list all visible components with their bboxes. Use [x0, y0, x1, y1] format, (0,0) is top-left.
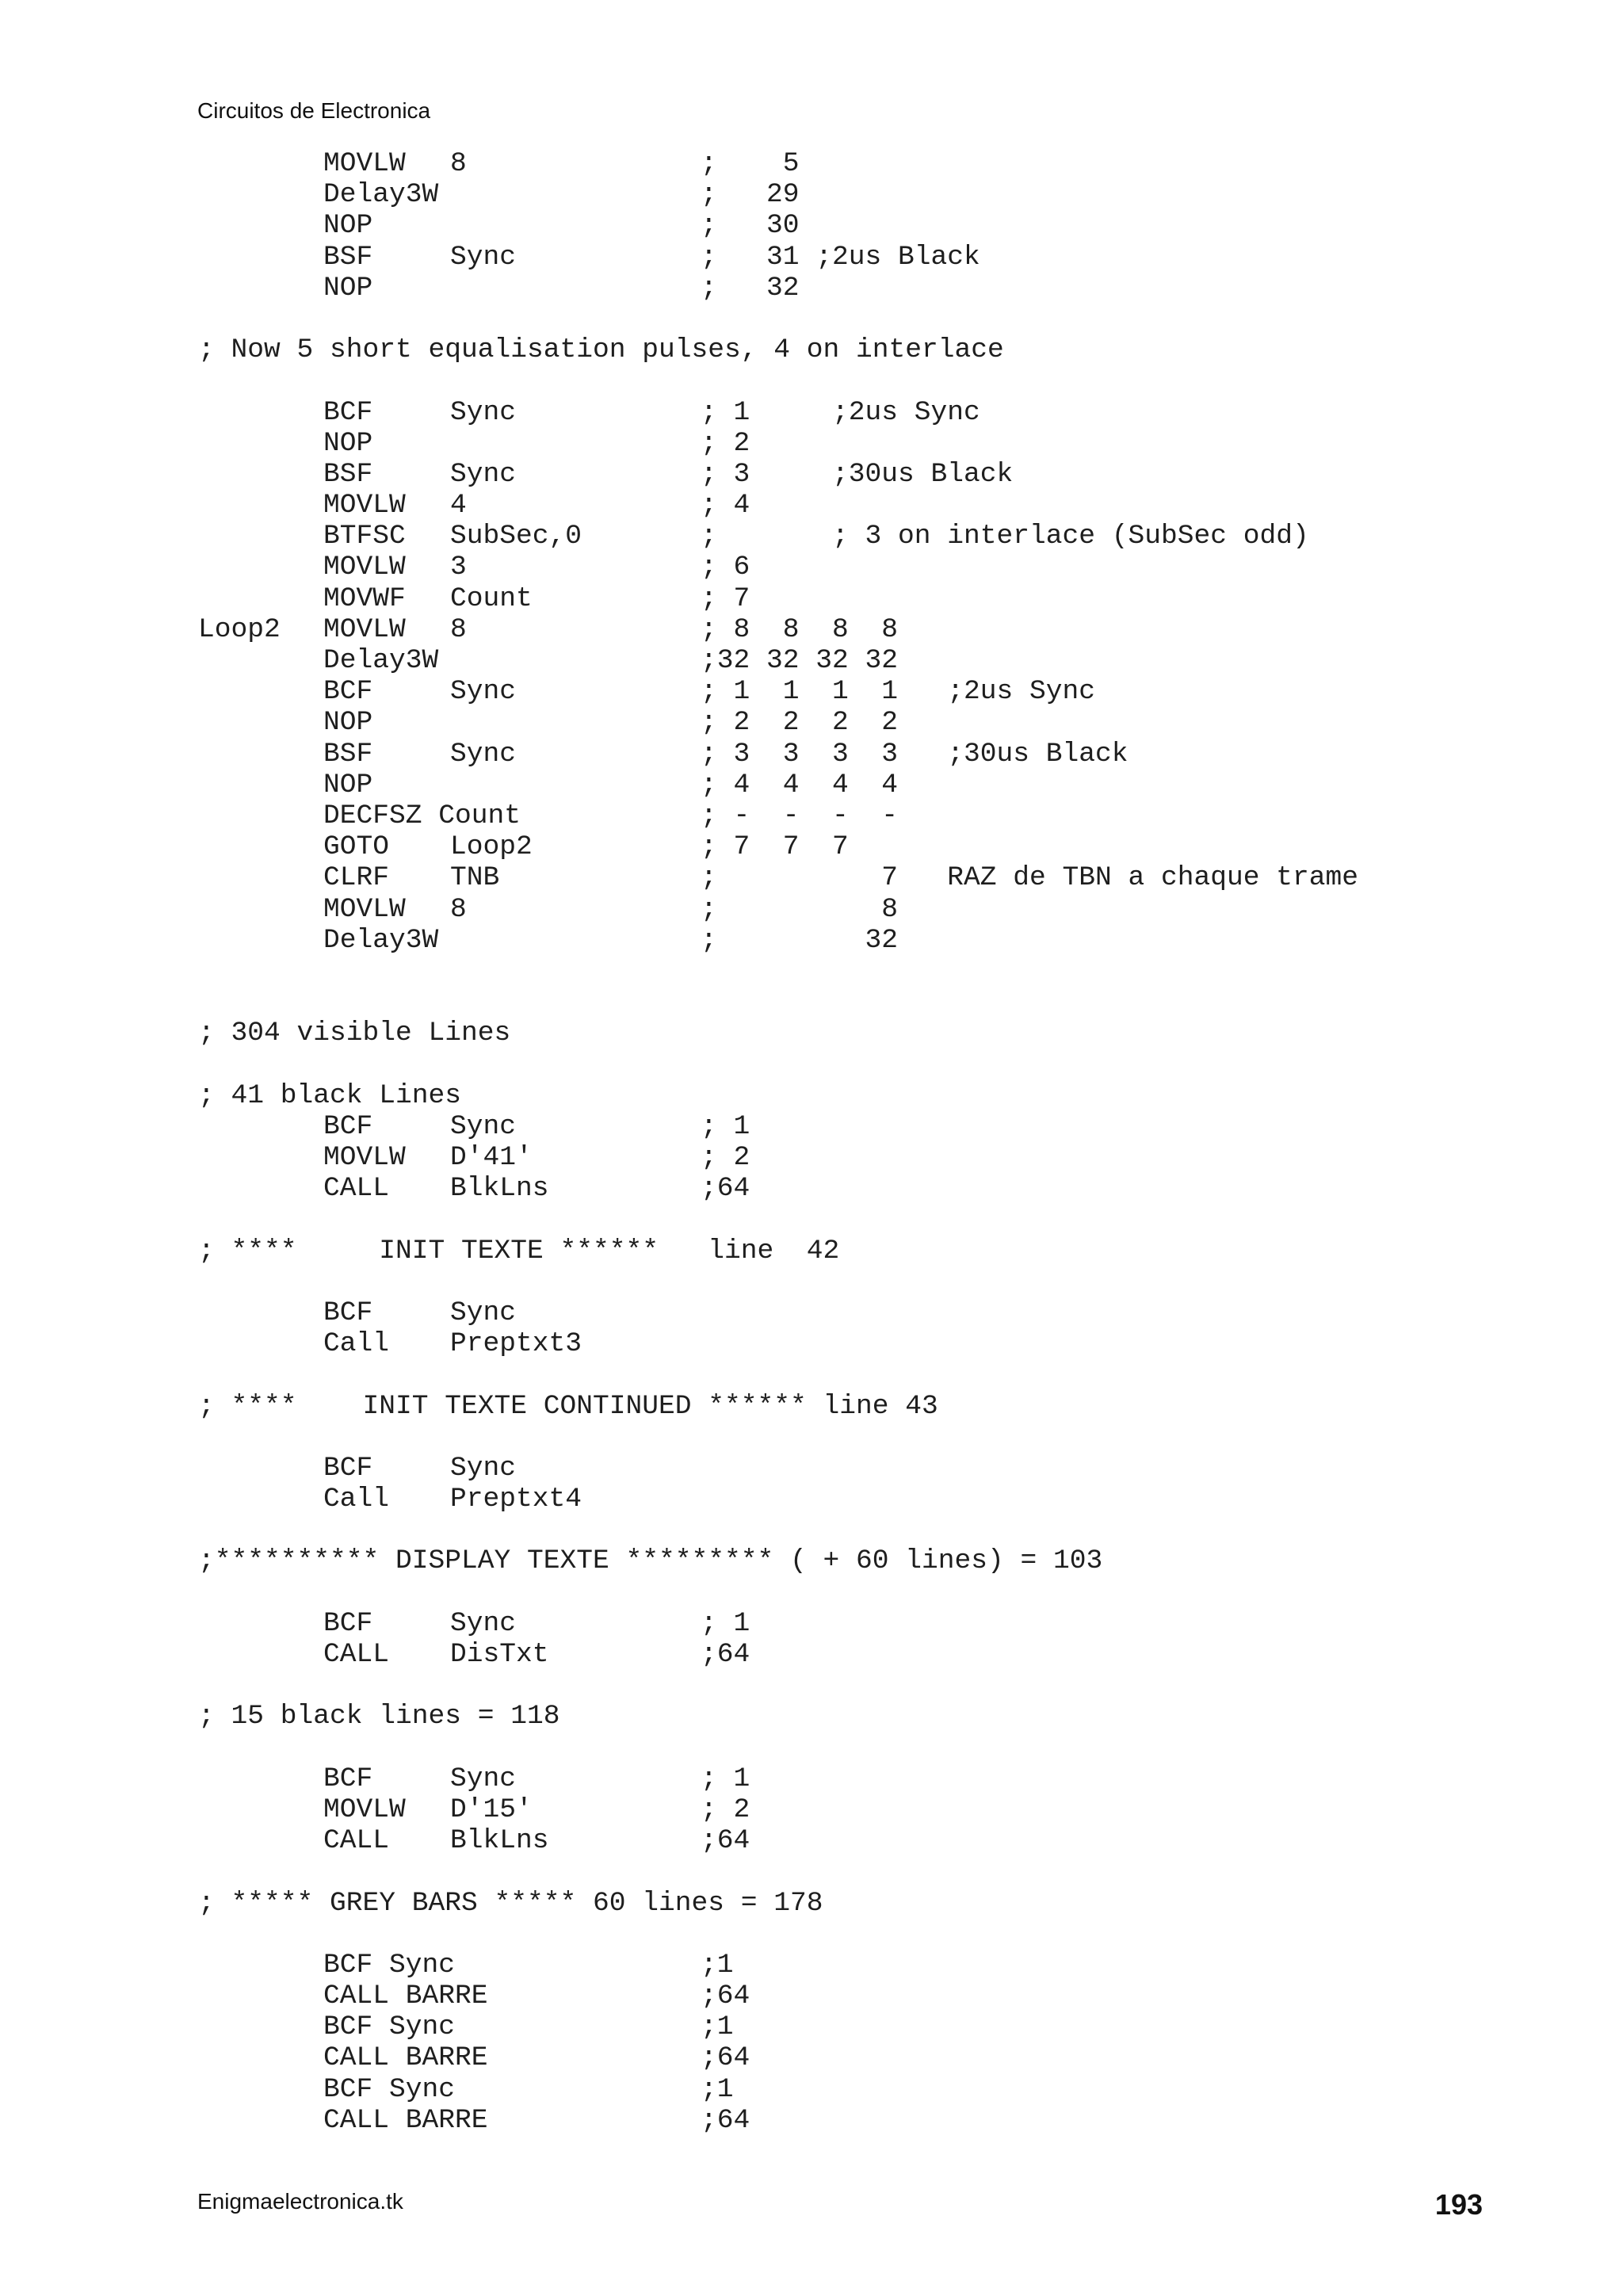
- code-opcode: BCF Sync: [323, 1949, 456, 1981]
- code-line: [198, 521, 1545, 552]
- code-opcode: MOVLW: [323, 490, 406, 521]
- code-line: [198, 1794, 1545, 1825]
- comment-line: [198, 334, 1545, 365]
- code-operand: Sync: [450, 1297, 517, 1328]
- blank-line: [198, 987, 1545, 1018]
- code-operand: 8: [450, 148, 467, 179]
- code-line: [198, 800, 1545, 831]
- comment-text: ; 304 visible Lines: [198, 1018, 511, 1049]
- code-cycle-comment: ;1: [701, 2073, 734, 2105]
- code-operand: Sync: [450, 676, 517, 708]
- code-line: [198, 242, 1545, 273]
- code-cycle-comment: ; 3 3 3 3 ;30us Black: [701, 738, 1128, 770]
- code-line: [198, 148, 1545, 179]
- code-operand: Sync: [450, 1763, 517, 1794]
- code-line: [198, 397, 1545, 428]
- code-opcode: CALL BARRE: [323, 1981, 488, 2012]
- blank-line: [198, 1856, 1545, 1887]
- blank-line: [198, 1204, 1545, 1235]
- code-operand: SubSec,0: [450, 521, 582, 552]
- code-opcode: BCF: [323, 1452, 373, 1484]
- code-cycle-comment: ;32 32 32 32: [701, 645, 899, 676]
- code-operand: Sync: [450, 738, 517, 770]
- blank-line: [198, 956, 1545, 987]
- code-cycle-comment: ; 30: [701, 210, 800, 242]
- code-opcode: Call: [323, 1484, 390, 1515]
- comment-line: [198, 1701, 1545, 1732]
- code-line: [198, 459, 1545, 490]
- code-opcode: BSF: [323, 241, 373, 273]
- code-operand: Preptxt4: [450, 1484, 582, 1515]
- code-line: [198, 273, 1545, 304]
- comment-line: [198, 1888, 1545, 1919]
- code-operand: BlkLns: [450, 1173, 549, 1205]
- code-opcode: MOVLW: [323, 148, 406, 179]
- blank-line: [198, 1670, 1545, 1701]
- code-cycle-comment: ; 4: [701, 490, 750, 521]
- code-cycle-comment: ; 7 7 7: [701, 831, 849, 863]
- code-line: [198, 210, 1545, 241]
- code-cycle-comment: ;1: [701, 1949, 734, 1981]
- code-cycle-comment: ; 3 ;30us Black: [701, 458, 1014, 490]
- code-opcode: BCF: [323, 1607, 373, 1639]
- code-operand: Preptxt3: [450, 1328, 582, 1360]
- code-operand: Sync: [450, 241, 517, 273]
- comment-line: [198, 1391, 1545, 1422]
- code-opcode: BCF: [323, 1110, 373, 1142]
- code-cycle-comment: ; 2: [701, 1794, 750, 1825]
- code-line: [198, 179, 1545, 210]
- code-line: [198, 739, 1545, 770]
- code-line: [198, 1297, 1545, 1328]
- page-number: 193: [1434, 2188, 1483, 2221]
- code-line: [198, 1608, 1545, 1639]
- code-cycle-comment: ;64: [701, 2104, 750, 2136]
- code-cycle-comment: ; 2 2 2 2: [701, 707, 899, 739]
- code-cycle-comment: ; 32: [701, 924, 899, 956]
- code-cycle-comment: ; 8 8 8 8: [701, 613, 899, 645]
- code-cycle-comment: ;64: [701, 1981, 750, 2012]
- code-opcode: CALL: [323, 1825, 390, 1857]
- code-operand: DisTxt: [450, 1639, 549, 1670]
- code-line: [198, 1173, 1545, 1204]
- code-line: [198, 2074, 1545, 2105]
- blank-line: [198, 1919, 1545, 1950]
- code-opcode: CALL BARRE: [323, 2104, 488, 2136]
- code-operand: 3: [450, 552, 467, 583]
- code-line: [198, 862, 1545, 893]
- code-operand: D'15': [450, 1794, 533, 1825]
- code-cycle-comment: ;1: [701, 2011, 734, 2043]
- code-opcode: MOVWF: [323, 583, 406, 614]
- comment-text: ;********** DISPLAY TEXTE ********* ( + 60 lines) = 103: [198, 1545, 1103, 1577]
- code-operand: Sync: [450, 1452, 517, 1484]
- code-opcode: Call: [323, 1328, 390, 1360]
- comment-text: ; **** INIT TEXTE ****** line 42: [198, 1235, 840, 1266]
- code-line: [198, 2011, 1545, 2042]
- code-operand: Count: [450, 583, 533, 614]
- code-opcode: GOTO: [323, 831, 390, 863]
- footer-site-name: Enigmaelectronica.tk: [197, 2189, 403, 2214]
- comment-text: ; **** INIT TEXTE CONTINUED ****** line 43: [198, 1390, 938, 1422]
- code-opcode: MOVLW: [323, 1794, 406, 1825]
- code-operand: Sync: [450, 396, 517, 428]
- code-line: [198, 2042, 1545, 2073]
- code-line: [198, 1328, 1545, 1359]
- code-opcode: BCF: [323, 396, 373, 428]
- code-opcode: CALL: [323, 1639, 390, 1670]
- code-line: [198, 1453, 1545, 1484]
- code-line: [198, 614, 1545, 645]
- code-opcode: NOP: [323, 210, 373, 242]
- code-line: [198, 925, 1545, 956]
- blank-line: [198, 1515, 1545, 1545]
- code-cycle-comment: ; 31 ;2us Black: [701, 241, 980, 273]
- code-cycle-comment: ; 7: [701, 583, 750, 614]
- code-line: [198, 1825, 1545, 1856]
- comment-text: ; 41 black Lines: [198, 1079, 462, 1111]
- code-cycle-comment: ; 1 ;2us Sync: [701, 396, 980, 428]
- code-cycle-comment: ; - - - -: [701, 800, 899, 831]
- comment-line: [198, 1545, 1545, 1576]
- code-line: [198, 676, 1545, 707]
- code-line: [198, 490, 1545, 521]
- comment-text: ; Now 5 short equalisation pulses, 4 on interlace: [198, 334, 1004, 366]
- code-operand: D'41': [450, 1142, 533, 1173]
- code-opcode: MOVLW: [323, 613, 406, 645]
- code-line: [198, 1111, 1545, 1142]
- code-cycle-comment: ; 6: [701, 552, 750, 583]
- blank-line: [198, 1266, 1545, 1297]
- code-opcode: MOVLW: [323, 893, 406, 925]
- code-opcode: Delay3W: [323, 645, 439, 676]
- code-line: [198, 770, 1545, 800]
- comment-text: ; 15 black lines = 118: [198, 1701, 560, 1733]
- code-line: [198, 1639, 1545, 1670]
- code-cycle-comment: ; 2: [701, 1142, 750, 1173]
- code-opcode: BSF: [323, 738, 373, 770]
- code-opcode: CALL: [323, 1173, 390, 1205]
- blank-line: [198, 1577, 1545, 1608]
- code-cycle-comment: ; 8: [701, 893, 899, 925]
- code-cycle-comment: ; 7 RAZ de TBN a chaque trame: [701, 862, 1359, 894]
- code-opcode: NOP: [323, 272, 373, 304]
- code-operand: Sync: [450, 458, 517, 490]
- code-line: [198, 552, 1545, 583]
- code-cycle-comment: ;64: [701, 1173, 750, 1205]
- code-cycle-comment: ; 29: [701, 179, 800, 211]
- blank-line: [198, 304, 1545, 334]
- code-cycle-comment: ; 1: [701, 1110, 750, 1142]
- code-operand: Loop2: [450, 831, 533, 863]
- code-opcode: MOVLW: [323, 1142, 406, 1173]
- comment-text: ; ***** GREY BARS ***** 60 lines = 178: [198, 1887, 823, 1919]
- code-opcode: BCF: [323, 676, 373, 708]
- code-cycle-comment: ; 1: [701, 1763, 750, 1794]
- comment-line: [198, 1236, 1545, 1266]
- blank-line: [198, 1422, 1545, 1453]
- code-label: Loop2: [198, 613, 281, 645]
- code-opcode: BTFSC: [323, 521, 406, 552]
- code-operand: 8: [450, 613, 467, 645]
- code-line: [198, 1142, 1545, 1173]
- page-header-title: Circuitos de Electronica: [197, 98, 431, 123]
- code-cycle-comment: ;64: [701, 1639, 750, 1670]
- blank-line: [198, 1733, 1545, 1763]
- code-line: [198, 1981, 1545, 2011]
- blank-line: [198, 1359, 1545, 1390]
- code-cycle-comment: ; 5: [701, 148, 800, 179]
- code-opcode: Delay3W: [323, 179, 439, 211]
- code-opcode: BCF: [323, 1297, 373, 1328]
- code-line: [198, 428, 1545, 459]
- code-opcode: BCF Sync: [323, 2011, 456, 2043]
- code-line: [198, 645, 1545, 676]
- blank-line: [198, 365, 1545, 396]
- code-line: [198, 831, 1545, 862]
- code-opcode: BCF: [323, 1763, 373, 1794]
- code-operand: 4: [450, 490, 467, 521]
- code-line: [198, 1950, 1545, 1981]
- code-line: [198, 2105, 1545, 2136]
- comment-line: [198, 1080, 1545, 1111]
- code-opcode: CALL BARRE: [323, 2042, 488, 2074]
- code-line: [198, 707, 1545, 738]
- code-cycle-comment: ; 2: [701, 427, 750, 459]
- code-opcode: MOVLW: [323, 552, 406, 583]
- code-cycle-comment: ; 1 1 1 1 ;2us Sync: [701, 676, 1096, 708]
- blank-line: [198, 1049, 1545, 1079]
- code-opcode: NOP: [323, 769, 373, 800]
- code-opcode: NOP: [323, 427, 373, 459]
- assembly-code-listing: [198, 148, 1545, 2136]
- code-line: [198, 1763, 1545, 1794]
- code-operand: BlkLns: [450, 1825, 549, 1857]
- comment-line: [198, 1018, 1545, 1049]
- code-cycle-comment: ; 4 4 4 4: [701, 769, 899, 800]
- code-opcode: NOP: [323, 707, 373, 739]
- code-line: [198, 583, 1545, 614]
- code-line: [198, 894, 1545, 925]
- code-cycle-comment: ;64: [701, 2042, 750, 2074]
- code-operand: 8: [450, 893, 467, 925]
- code-line: [198, 1484, 1545, 1515]
- code-opcode: Delay3W: [323, 924, 439, 956]
- code-cycle-comment: ; ; 3 on interlace (SubSec odd): [701, 521, 1309, 552]
- code-cycle-comment: ;64: [701, 1825, 750, 1857]
- code-cycle-comment: ; 32: [701, 272, 800, 304]
- code-opcode: CLRF: [323, 862, 390, 894]
- code-opcode: BSF: [323, 458, 373, 490]
- code-cycle-comment: ; 1: [701, 1607, 750, 1639]
- code-opcode: DECFSZ Count: [323, 800, 521, 831]
- code-operand: Sync: [450, 1110, 517, 1142]
- code-operand: TNB: [450, 862, 500, 894]
- code-opcode: BCF Sync: [323, 2073, 456, 2105]
- code-operand: Sync: [450, 1607, 517, 1639]
